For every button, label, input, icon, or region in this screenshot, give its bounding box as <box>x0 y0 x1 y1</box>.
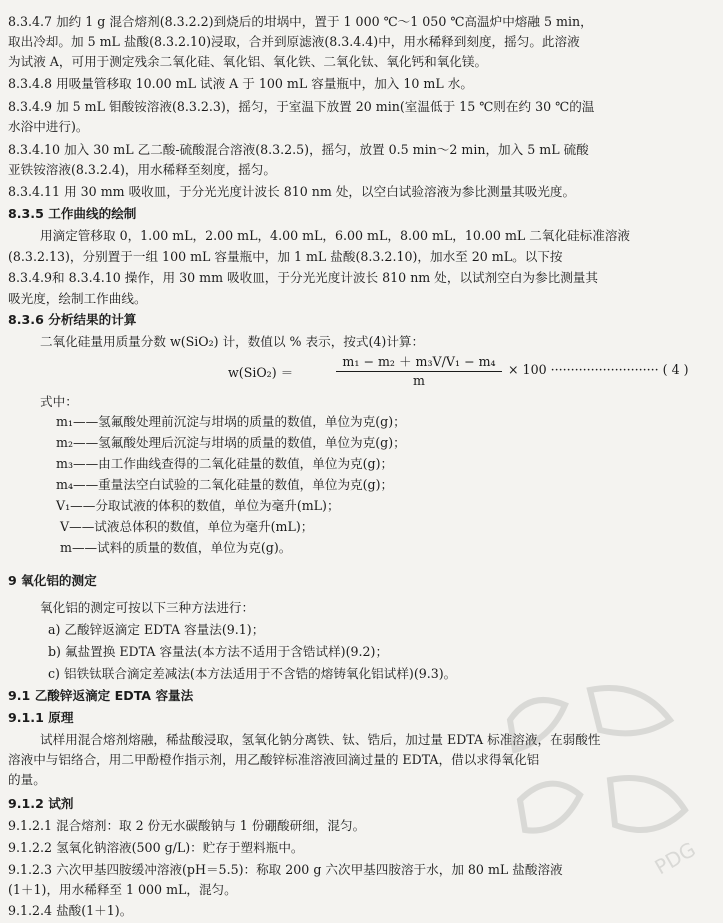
formula-fraction <box>336 354 502 388</box>
var-m4: m₄——重量法空白试验的二氧化硅量的数值，单位为克(g)； <box>56 477 394 492</box>
var-m3: m₃——由工作曲线查得的二氧化硅量的数值，单位为克(g)； <box>56 456 394 471</box>
list-item-c: c) 铝铁钛联合滴定差减法(本方法适用于不含锆的熔铸氧化铝试样)(9.3)。 <box>48 666 457 681</box>
heading-8-3-5: 8.3.5 工作曲线的绘制 <box>8 206 137 221</box>
heading-9: 9 氧化铝的测定 <box>8 573 97 588</box>
para-9-1-2-3-line-1: 9.1.2.3 六次甲基四胺缓冲溶液(pH＝5.5)：称取 200 g 六次甲基四胺溶于水，加 80 mL 盐酸溶液 <box>8 862 563 877</box>
var-m1: m₁——氢氟酸处理前沉淀与坩埚的质量的数值，单位为克(g)； <box>56 414 406 429</box>
formula-lhs: w(SiO₂) ＝ <box>228 365 294 380</box>
para-8-3-6-intro: 二氧化硅量用质量分数 w(SiO₂) 计，数值以 % 表示，按式(4)计算： <box>40 334 425 349</box>
para-8-3-5-line-1: 用滴定管移取 0，1.00 mL，2.00 mL，4.00 mL，6.00 mL，8.00 mL，10.00 mL 二氧化硅标准溶液 <box>40 228 630 243</box>
list-item-a: a) 乙酸锌返滴定 EDTA 容量法(9.1)； <box>48 622 265 637</box>
para-9-1-2-1: 9.1.2.1 混合熔剂：取 2 份无水碳酸钠与 1 份硼酸研细，混匀。 <box>8 818 366 833</box>
para-9-1-1-line-3: 的量。 <box>8 772 46 787</box>
para-8-3-4-9-line-1: 8.3.4.9 加 5 mL 钼酸铵溶液(8.3.2.3)，摇匀，于室温下放置 20 min(室温低于 15 ℃则在约 30 ℃的温 <box>8 99 595 114</box>
para-8-3-4-7-line-1: 8.3.4.7 加约 1 g 混合熔剂(8.3.2.2)到烧后的坩埚中，置于 1 000 ℃～1 050 ℃高温炉中熔融 5 min， <box>8 14 593 29</box>
heading-9-1-2: 9.1.2 试剂 <box>8 796 74 811</box>
para-8-3-4-10-line-2: 亚铁铵溶液(8.3.2.4)，用水稀释至刻度，摇匀。 <box>8 162 276 177</box>
watermark-stroke <box>610 778 685 830</box>
para-9-intro: 氧化铝的测定可按以下三种方法进行： <box>40 600 255 615</box>
heading-8-3-6: 8.3.6 分析结果的计算 <box>8 312 137 327</box>
watermark-stroke <box>520 784 580 831</box>
where-label: 式中： <box>40 394 78 409</box>
formula-denominator: m <box>413 373 425 388</box>
formula-rhs: × 100 ··························· ( 4 ) <box>508 362 689 377</box>
para-9-1-1-line-2: 溶液中与铝络合，用二甲酚橙作指示剂，用乙酸锌标准溶液回滴过量的 EDTA，借以求得氧化铝 <box>8 752 540 767</box>
var-v1: V₁——分取试液的体积的数值，单位为毫升(mL)； <box>56 498 340 513</box>
var-m: m——试料的质量的数值，单位为克(g)。 <box>60 540 292 555</box>
heading-9-1-1: 9.1.1 原理 <box>8 710 74 725</box>
para-8-3-4-9-line-2: 水浴中进行)。 <box>8 119 89 134</box>
para-9-1-2-2: 9.1.2.2 氢氧化钠溶液(500 g/L)：贮存于塑料瓶中。 <box>8 840 304 855</box>
para-8-3-5-line-2: (8.3.2.13)，分别置于一组 100 mL 容量瓶中，加 1 mL 盐酸(8.3.2.10)，加水至 20 mL。以下按 <box>8 249 563 264</box>
list-item-b: b) 氟盐置换 EDTA 容量法(本方法不适用于含锆试样)(9.2)； <box>48 644 389 659</box>
para-8-3-5-line-4: 吸光度，绘制工作曲线。 <box>8 291 147 306</box>
para-8-3-4-7-line-2: 取出冷却。加 5 mL 盐酸(8.3.2.10)浸取，合并到原滤液(8.3.4.4)中，用水稀释到刻度，摇匀。此溶液 <box>8 34 580 49</box>
formula-numerator: m₁ − m₂ ＋ m₃V/V₁ − m₄ <box>342 354 496 369</box>
heading-9-1: 9.1 乙酸锌返滴定 EDTA 容量法 <box>8 688 194 703</box>
watermark-label: PDG <box>650 837 700 880</box>
var-v: V——试液总体积的数值，单位为毫升(mL)； <box>60 519 314 534</box>
watermark-stroke <box>590 688 670 733</box>
para-8-3-5-line-3: 8.3.4.9和 8.3.4.10 操作，用 30 mm 吸收皿，于分光光度计波长 810 nm 处，以试剂空白为参比测量其 <box>8 270 598 285</box>
para-8-3-4-7-line-3: 为试液 A，可用于测定残余二氧化硅、氧化铝、氧化铁、二氧化钛、氧化钙和氧化镁。 <box>8 54 488 69</box>
para-9-1-2-4: 9.1.2.4 盐酸(1＋1)。 <box>8 903 133 918</box>
fraction-bar <box>336 371 502 372</box>
para-8-3-4-10-line-1: 8.3.4.10 加入 30 mL 乙二酸-硫酸混合溶液(8.3.2.5)，摇匀，放置 0.5 min～2 min，加入 5 mL 硫酸 <box>8 142 589 157</box>
watermark-stroke <box>510 700 565 750</box>
para-8-3-4-8: 8.3.4.8 用吸量管移取 10.00 mL 试液 A 于 100 mL 容量瓶中，加入 10 mL 水。 <box>8 76 473 91</box>
para-9-1-1-line-1: 试样用混合熔剂熔融，稀盐酸浸取，氢氧化钠分离铁、钛、锆后，加过量 EDTA 标准溶液，在弱酸性 <box>40 732 601 747</box>
para-9-1-2-3-line-2: (1＋1)，用水稀释至 1 000 mL，混匀。 <box>8 882 237 897</box>
para-8-3-4-11: 8.3.4.11 用 30 mm 吸收皿，于分光光度计波长 810 nm 处，以空白试验溶液为参比测量其吸光度。 <box>8 184 576 199</box>
var-m2: m₂——氢氟酸处理后沉淀与坩埚的质量的数值，单位为克(g)； <box>56 435 406 450</box>
watermark-stamp <box>470 650 720 900</box>
